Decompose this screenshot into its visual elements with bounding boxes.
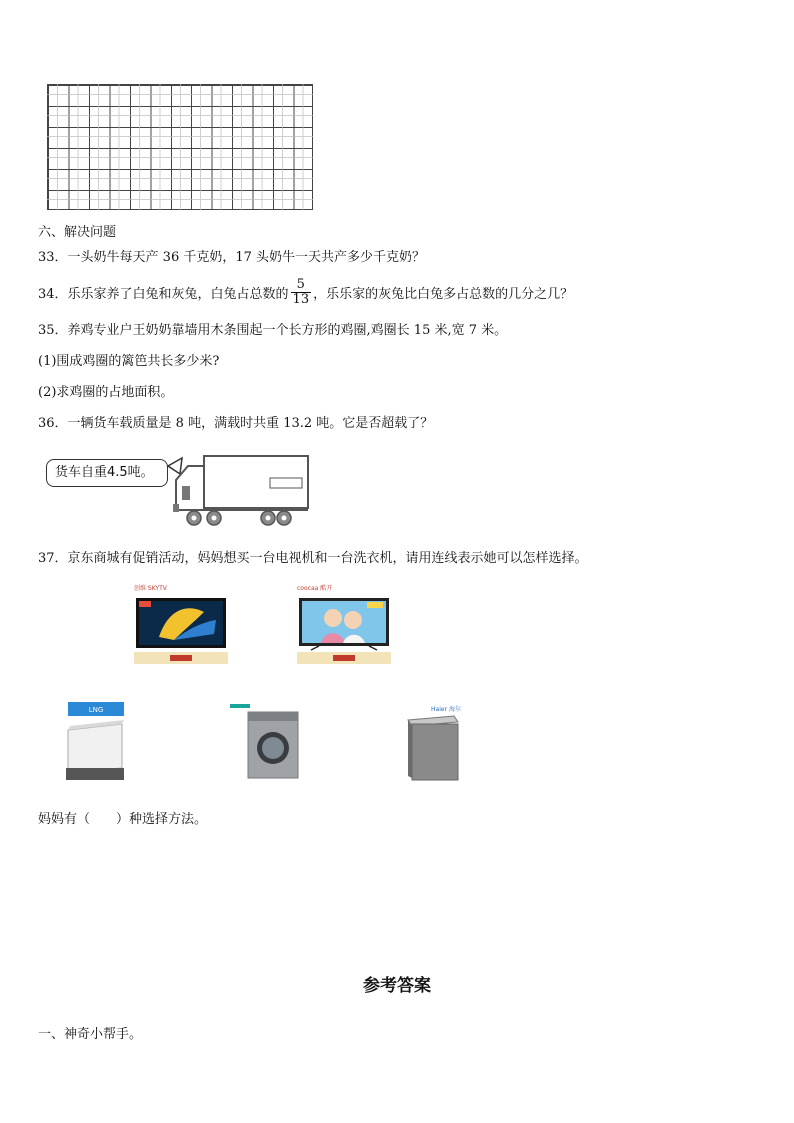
section-6-title: 六、解决问题	[38, 225, 117, 240]
question-34-text-after: ，乐乐家的灰兔比白兔多占总数的几分之几？	[313, 287, 574, 302]
question-34	[38, 277, 574, 309]
truck-wheels	[187, 511, 291, 525]
washer-option-3	[400, 702, 470, 782]
washer1-base	[66, 768, 124, 780]
truck-illustration	[160, 452, 312, 528]
child-face	[324, 609, 342, 627]
answer-grid-guides	[47, 84, 313, 210]
question-37: 37．京东商城有促销活动，妈妈想买一台电视机和一台洗衣机，请用连线表示她可以怎样选择。	[38, 551, 588, 566]
washing-machine-icon	[400, 702, 470, 782]
tv-icon	[134, 592, 228, 664]
question-35: 35．养鸡专业户王奶奶靠墙用木条围起一个长方形的鸡圈,鸡圈长 15 米,宽 7 米。	[38, 323, 508, 338]
washer1-brand: LNG	[88, 706, 104, 714]
truck-window	[182, 486, 190, 500]
question-33: 33．一头奶牛每天产 36 千克奶，17 头奶牛一天共产多少千克奶？	[38, 250, 426, 265]
tv1-brand: 创维 SKYTV	[134, 585, 167, 592]
question-35-part-2: (2)求鸡圈的占地面积。	[38, 385, 174, 400]
washer1-body	[68, 724, 122, 772]
washing-machine-icon	[62, 702, 128, 782]
tv-option-1	[134, 583, 228, 661]
washer2-brand-tag	[230, 704, 250, 708]
answers-title: 参考答案	[363, 976, 431, 996]
truck-bumper	[173, 504, 179, 512]
fraction-5-13	[291, 278, 312, 307]
child-face	[344, 611, 362, 629]
fraction-numerator: 5	[291, 278, 312, 293]
tv2-brand: coocaa 酷开	[297, 585, 333, 592]
washer3-body	[412, 724, 458, 780]
question-37-answer-line: 妈妈有（ ）种选择方法。	[38, 812, 208, 827]
tv-icon	[297, 592, 391, 664]
washer3-brand: Haier 海尔	[431, 706, 461, 713]
tv-option-2	[297, 583, 391, 661]
question-36: 36．一辆货车载质量是 8 吨，满载时共重 13.2 吨。它是否超载了？	[38, 416, 434, 431]
washer-option-2	[230, 702, 300, 782]
bubble-tail	[168, 458, 182, 474]
washer-option-1	[62, 702, 128, 782]
answers-section-1: 一、神奇小帮手。	[38, 1027, 143, 1042]
truck-label-plate	[270, 478, 302, 488]
fraction-denominator: 13	[292, 292, 310, 307]
washing-machine-icon	[230, 702, 300, 782]
question-34-text-before: 34．乐乐家养了白兔和灰兔，白兔占总数的	[38, 287, 289, 302]
question-35-part-1: (1)围成鸡圈的篱笆共长多少米?	[38, 354, 220, 369]
truck-weight-bubble: 货车自重4.5吨。	[46, 459, 168, 487]
